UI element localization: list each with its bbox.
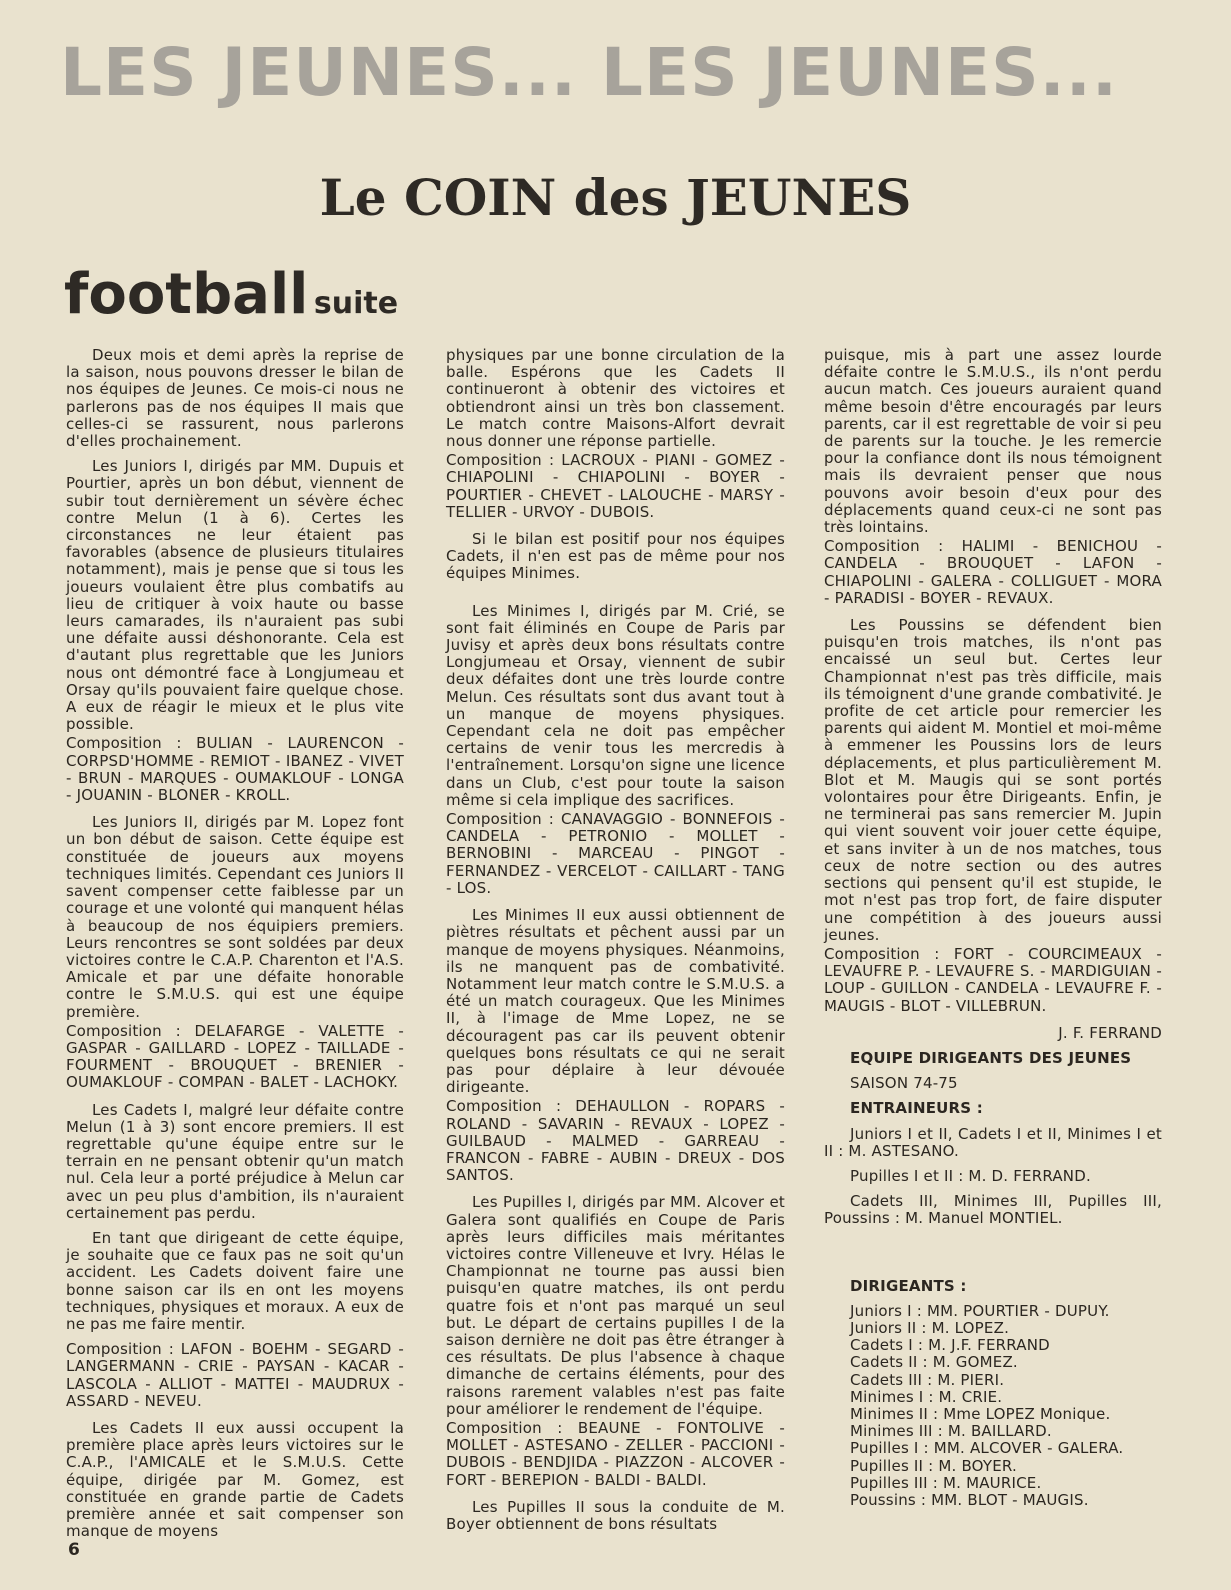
section-heading-main: football <box>64 262 309 327</box>
dirigeants-list <box>850 1303 1162 1509</box>
paragraph: Les Juniors I, dirigés par MM. Dupuis et Pourtier, après un bon début, viennent de subir tout dernièrement un sévère échec contre Melun (1 à 6). Certes les circonstances ne leur étaient pas favorables (absence de plusieurs titulaires notamment), mais je pense que si tous les joueurs voulaient être plus combatifs au lieu de critiquer à voix haute ou basse leurs camarades, ils n'auraient pas subi une défaite aussi déshonorante. Cela est d'autant plus regrettable que les Juniors nous ont démontré face à Longjumeau et Orsay qu'ils pouvaient faire quelque chose. A eux de réagir le mieux et le plus vite possible. <box>66 457 404 734</box>
paragraph: Si le bilan est positif pour nos équipes Cadets, il n'en est pas de même pour nos équipes Minimes. <box>446 530 785 583</box>
column-3 <box>824 347 1162 1509</box>
entraineurs-list <box>824 1126 1162 1228</box>
list-item: Pupilles III : M. MAURICE. <box>850 1473 1042 1492</box>
composition: Composition : BEAUNE - FONTOLIVE - MOLLET - ASTESANO - ZELLER - PACCIONI - DUBOIS - BENDJIDA - PIAZZON - ALCOVER - FORT - BEREPION - BALDI - BALDI. <box>446 1418 785 1489</box>
banner-heading: LES JEUNES... LES JEUNES... <box>60 38 1118 108</box>
paragraph: Les Pupilles I, dirigés par MM. Alcover et Galera sont qualifiés en Coupe de Paris après leurs difficiles mais méritantes victoires contre Villeneuve et Ivry. Hélas le Championnat ne tourne pas aussi bien puisqu'en quatre matches, ils ont perdu quatre fois et n'ont pas marqué un seul but. Le départ de certains pupilles I de la saison dernière ne doit pas être étranger à ces résultats. De plus l'absence à chaque dimanche de certains éléments, pour des raisons rarement valables n'est pas faite pour améliorer le rendement de l'équipe. <box>446 1193 785 1418</box>
paragraph: Les Minimes II eux aussi obtiennent de piètres résultats et pêchent aussi par un manque de moyens physiques. Néanmoins, ils ne manquent pas de combativité. Notamment leur match contre le S.M.U.S. a été un match courageux. Que les Minimes II, à l'image de Mme Lopez, ne se découragent pas car ils peuvent obtenir quelques bons résultats ce qui ne serait pas pour déplaire à leur dévouée dirigeante. <box>446 906 785 1097</box>
list-item: Minimes I : M. CRIE. <box>850 1387 1003 1406</box>
composition: Composition : DEHAULLON - ROPARS - ROLAND - SAVARIN - REVAUX - LOPEZ - GUILBAUD - MALMED - GARREAU - FRANCON - FABRE - AUBIN - DREUX - DOS SANTOS. <box>446 1097 785 1185</box>
paragraph: Les Poussins se défendent bien puisqu'en trois matches, ils n'ont pas encaissé un seul but. Certes leur Championnat n'est pas très difficile, mais ils témoignent d'une grande combativité. Je profite de cet article pour remercier les parents qui aident M. Montiel et moi-même à emmener les Poussins lors de leurs déplacements, et plus particulièrement M. Blot et M. Maugis qui se sont portés volontaires pour être Dirigeants. Enfin, je ne terminerai pas sans remercier M. Jupin qui vient souvent voir jouer cette équipe, et sans inviter à un de nos matches, tous ceux de notre section ou des autres sections qui pensent qu'il est stupide, le mot n'est pas trop fort, de faire disputer une compétition à des joueurs aussi jeunes. <box>824 616 1162 944</box>
paragraph: physiques par une bonne circulation de la balle. Espérons que les Cadets II continueront à obtenir des victoires et obtiendront ainsi un très bon classement. Le match contre Maisons-Alfort devrait nous donner une réponse partielle. <box>446 346 785 451</box>
composition: Composition : LAFON - BOEHM - SEGARD - LANGERMANN - CRIE - PAYSAN - KACAR - LASCOLA - ALLIOT - MATTEI - MAUDRUX - ASSARD - NEVEU. <box>66 1340 404 1410</box>
list-item: Cadets I : M. J.F. FERRAND <box>850 1336 1050 1355</box>
signature: J. F. FERRAND <box>1058 1023 1162 1042</box>
page-number: 6 <box>68 1540 80 1560</box>
entraineur-line: Cadets III, Minimes III, Pupilles III, Poussins : M. Manuel MONTIEL. <box>824 1192 1162 1228</box>
column-1 <box>66 347 404 1548</box>
list-item: Minimes III : M. BAILLARD. <box>850 1422 1052 1441</box>
list-item: Cadets II : M. GOMEZ. <box>850 1353 1018 1372</box>
paragraph: Deux mois et demi après la reprise de la saison, nous pouvons dresser le bilan de nos équipes de Jeunes. Ce mois-ci nous ne parlerons pas de nos équipes II mais que celles-ci se rassurent, nous parlerons d'elles prochainement. <box>66 346 404 451</box>
saison: SAISON 74-75 <box>850 1074 958 1093</box>
paragraph: En tant que dirigeant de cette équipe, je souhaite que ce faux pas ne soit qu'un accident. Les Cadets doivent faire une bonne saison car ils en ont les moyens techniques, physiques et moraux. A eux de ne pas me faire mentir. <box>66 1228 404 1333</box>
entraineur-line: Juniors I et II, Cadets I et II, Minimes I et II : M. ASTESANO. <box>824 1124 1162 1160</box>
paragraph: Les Minimes I, dirigés par M. Crié, se sont fait éliminés en Coupe de Paris par Juvisy et après deux bons résultats contre Longjumeau et Orsay, viennent de subir deux défaites dont une très lourde contre Melun. Ces résultats sont dus avant tout à un manque de moyens physiques. Cependant cela ne doit pas empêcher certains de venir tous les mercredis à l'entraînement. Lorsqu'on signe une licence dans un Club, c'est pour toute la saison même si cela implique des sacrifices. <box>446 601 785 809</box>
composition: Composition : LACROUX - PIANI - GOMEZ - CHIAPOLINI - CHIAPOLINI - BOYER - POURTIER - CHEVET - LALOUCHE - MARSY - TELLIER - URVOY - DUBOIS. <box>446 451 785 521</box>
section-heading <box>64 262 398 327</box>
list-item: Minimes II : Mme LOPEZ Monique. <box>850 1404 1111 1423</box>
composition: Composition : CANAVAGGIO - BONNEFOIS - CANDELA - PETRONIO - MOLLET - BERNOBINI - MARCEAU - PINGOT - FERNANDEZ - VERCELOT - CAILLART - TANG - LOS. <box>446 810 785 897</box>
page-title: Le COIN des JEUNES <box>319 168 912 227</box>
list-item: Poussins : MM. BLOT - MAUGIS. <box>850 1490 1089 1509</box>
dirigeants-title: DIRIGEANTS : <box>850 1276 967 1295</box>
composition: Composition : FORT - COURCIMEAUX - LEVAUFRE P. - LEVAUFRE S. - MARDIGUIAN - LOUP - GUILLON - CANDELA - LEVAUFRE F. - MAUGIS - BLOT - VILLEBRUN. <box>824 944 1162 1015</box>
paragraph: Les Pupilles II sous la conduite de M. Boyer obtiennent de bons résultats <box>446 1497 785 1533</box>
composition: Composition : DELAFARGE - VALETTE - GASPAR - GAILLARD - LOPEZ - TAILLADE - FOURMENT - BROUQUET - BRENIER - OUMAKLOUF - COMPAN - BALET - LACHOKY. <box>66 1021 404 1092</box>
composition: Composition : HALIMI - BENICHOU - CANDELA - BROUQUET - LAFON - CHIAPOLINI - GALERA - COLLIGUET - MORA - PARADISI - BOYER - REVAUX. <box>824 537 1162 607</box>
list-item: Pupilles I : MM. ALCOVER - GALERA. <box>850 1439 1124 1458</box>
paragraph: Les Juniors II, dirigés par M. Lopez font un bon début de saison. Cette équipe est constituée de joueurs aux moyens techniques limités. Cependant ces Juniors II savent compenser cette faiblesse par un courage et une volonté qui manquent hélas à beaucoup de nos équipiers premiers. Leurs rencontres se sont soldées par deux victoires contre le C.A.P. Charenton et l'A.S. Amicale et par une défaite honorable contre le S.M.U.S. qui est une équipe première. <box>66 813 404 1021</box>
paragraph: Les Cadets II eux aussi occupent la première place après leurs victoires sur le C.A.P., l'AMICALE et le S.M.U.S. Cette équipe, dirigée par M. Gomez, est constituée en grande partie de Cadets première année et sait compenser son manque de moyens <box>66 1418 404 1541</box>
list-item: Juniors I : MM. POURTIER - DUPUY. <box>850 1301 1110 1320</box>
list-item: Juniors II : M. LOPEZ. <box>850 1318 1010 1337</box>
section-heading-suffix: suite <box>313 286 399 321</box>
paragraph: Les Cadets I, malgré leur défaite contre Melun (1 à 3) sont encore premiers. Il est regrettable qu'une équipe entre sur le terrain en ne pensant obtenir qu'un match nul. Cela leur a porté préjudice à Melun car avec un peu plus d'ambition, ils n'auraient certainement pas perdu. <box>66 1100 404 1222</box>
entraineur-line: Pupilles I et II : M. D. FERRAND. <box>850 1166 1091 1185</box>
composition: Composition : BULIAN - LAURENCON - CORPSD'HOMME - REMIOT - IBANEZ - VIVET - BRUN - MARQUES - OUMAKLOUF - LONGA - JOUANIN - BLONER - KROLL. <box>66 734 404 805</box>
list-item: Cadets III : M. PIERI. <box>850 1370 1005 1389</box>
paragraph: puisque, mis à part une assez lourde défaite contre le S.M.U.S., ils n'ont perdu aucun match. Ces joueurs auraient quand même besoin d'être encouragés par leurs parents, car il est regrettable de voir si peu de parents sur la touche. Je les remercie pour la confiance dont ils nous témoignent mais ils devraient penser que nous pouvons avoir besoin d'eux pour des déplacements quand ceux-ci ne sont pas très lointains. <box>824 346 1162 537</box>
list-item: Pupilles II : M. BOYER. <box>850 1456 1017 1475</box>
column-2 <box>446 347 785 1541</box>
equipe-title: EQUIPE DIRIGEANTS DES JEUNES <box>850 1048 1132 1067</box>
entraineurs-title: ENTRAINEURS : <box>850 1099 983 1118</box>
